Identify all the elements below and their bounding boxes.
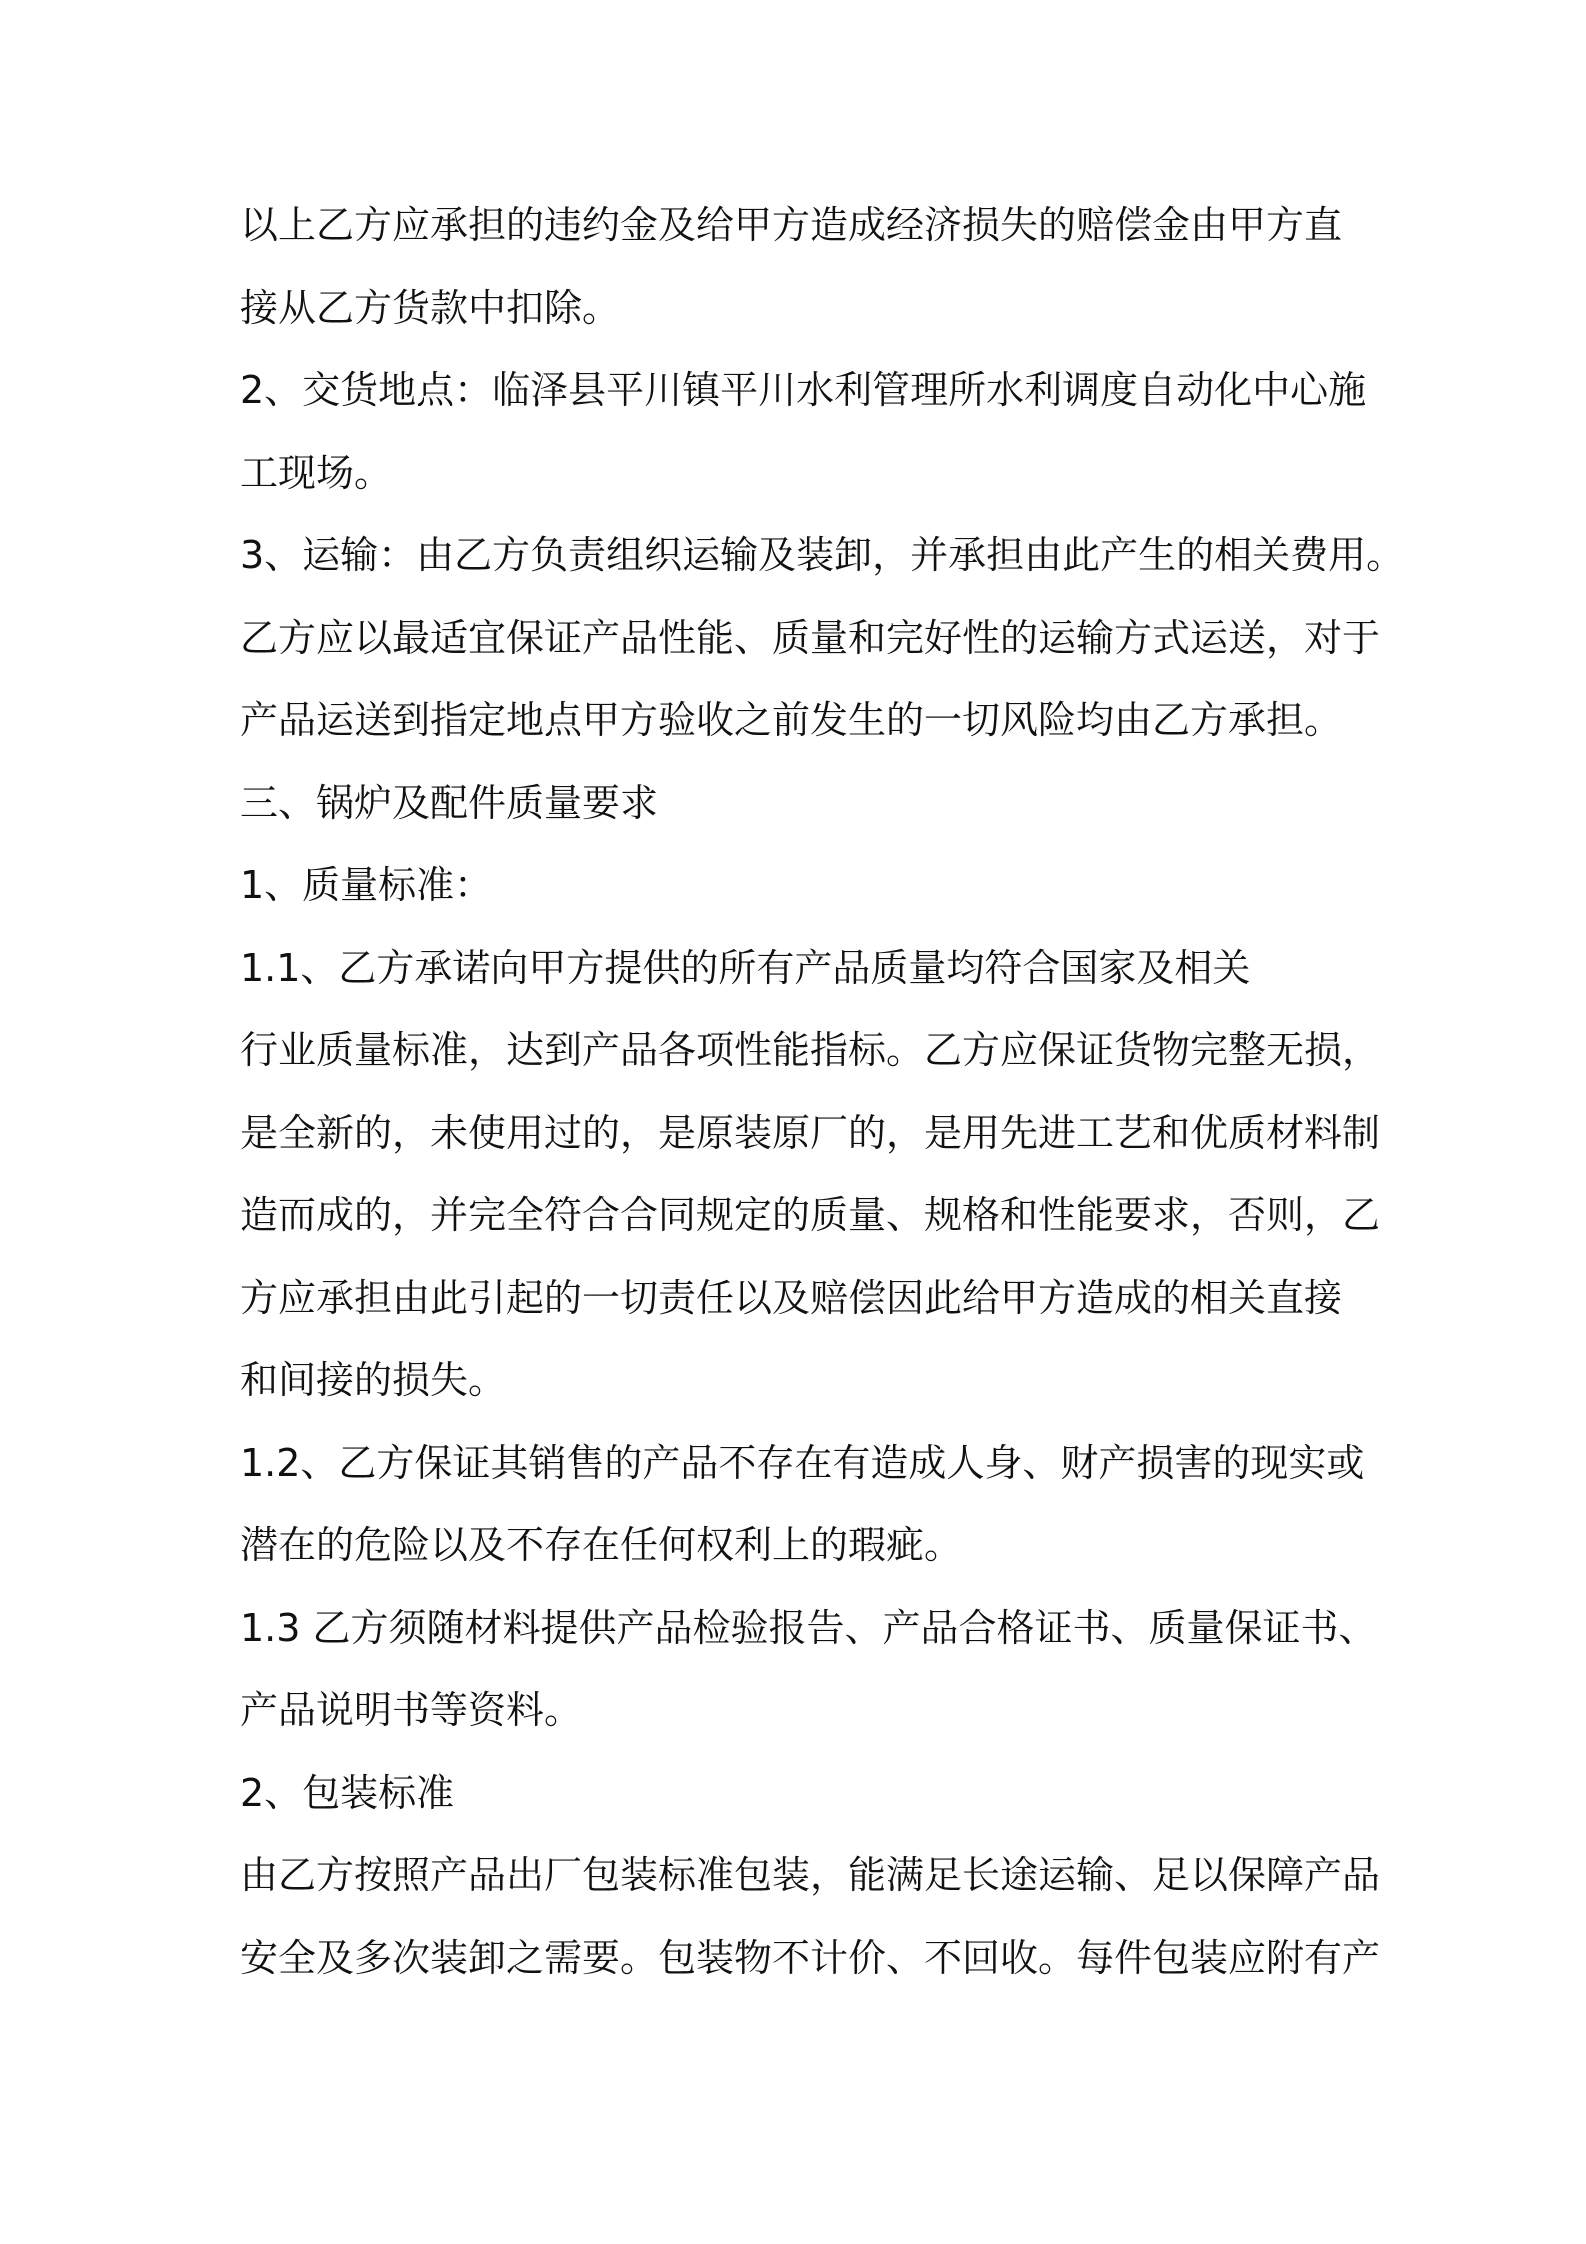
body-text-line: 和间接的损失。 [240,1358,507,1402]
body-text-line: 2、交货地点：临泽县平川镇平川水利管理所水利调度自动化中心施 [240,368,1367,412]
body-text-line: 潜在的危险以及不存在任何权利上的瑕疵。 [240,1523,963,1567]
body-text-line: 接从乙方货款中扣除。 [240,285,621,330]
body-text-line: 1.2、乙方保证其销售的产品不存在有造成人身、财产损害的现实或 [240,1440,1365,1485]
body-text-line: 1.1、乙方承诺向甲方提供的所有产品质量均符合国家及相关 [240,945,1251,990]
body-text-line: 1.3 乙方须随材料提供产品检验报告、产品合格证书、质量保证书、 [240,1605,1377,1650]
body-text-line: 工现场。 [240,450,393,495]
document-body [240,196,1405,2011]
subsection-heading: 2、包装标准 [240,1770,455,1815]
body-text-line: 是全新的，未使用过的，是原装原厂的，是用先进工艺和优质材料制 [240,1110,1381,1155]
body-text-line: 产品运送到指定地点甲方验收之前发生的一切风险均由乙方承担。 [240,698,1343,742]
body-text-line: 造而成的，并完全符合合同规定的质量、规格和性能要求，否则，乙 [240,1193,1381,1237]
body-text-line: 以上乙方应承担的违约金及给甲方造成经济损失的赔偿金由甲方直 [240,203,1343,247]
body-text-line: 产品说明书等资料。 [240,1688,583,1732]
body-text-line: 安全及多次装卸之需要。包装物不计价、不回收。每件包装应附有产 [240,1935,1381,1980]
body-text-line: 3、运输：由乙方负责组织运输及装卸，并承担由此产生的相关费用。 [240,533,1405,577]
body-text-line: 方应承担由此引起的一切责任以及赔偿因此给甲方造成的相关直接 [240,1275,1343,1320]
body-text-line: 行业质量标准，达到产品各项性能指标。乙方应保证货物完整无损， [240,1028,1381,1072]
section-heading: 三、锅炉及配件质量要求 [240,780,659,825]
body-text-line: 乙方应以最适宜保证产品性能、质量和完好性的运输方式运送，对于 [240,615,1381,660]
subsection-heading: 1、质量标准： [240,863,493,907]
body-text-line: 由乙方按照产品出厂包装标准包装，能满足长途运输、足以保障产品 [240,1853,1381,1897]
